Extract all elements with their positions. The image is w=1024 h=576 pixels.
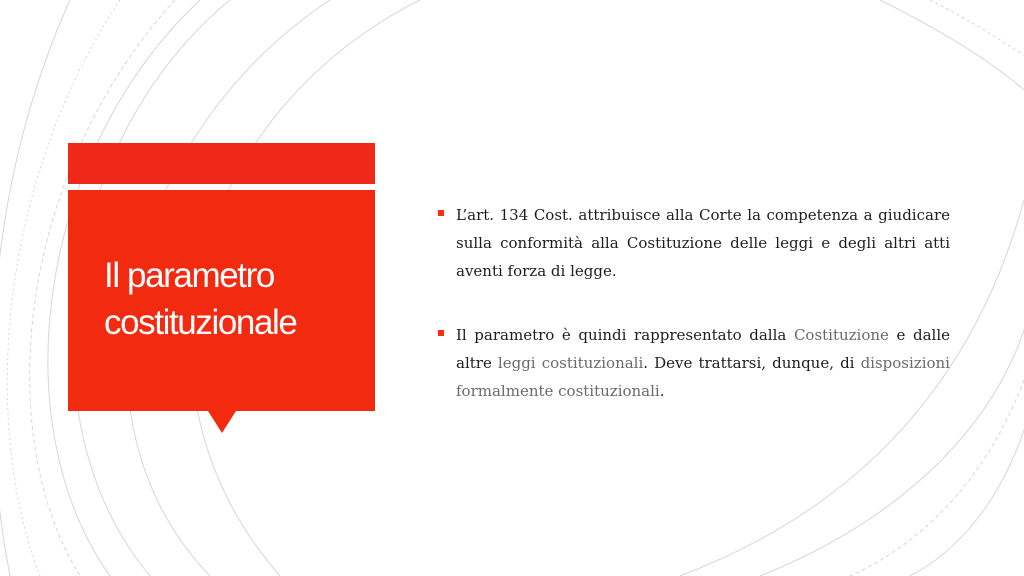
bullet-list [436, 201, 950, 441]
title-accent-band [68, 143, 375, 184]
bullet-2-segment: . [659, 382, 665, 400]
square-bullet-icon [438, 330, 444, 336]
slide-title-line-1: Il parametro [104, 256, 274, 295]
bullet-2-segment: Il parametro è quindi rappresentato dalla [456, 326, 794, 344]
title-pointer-triangle [208, 411, 236, 433]
bullet-item-1 [436, 201, 950, 285]
bullet-2-text [456, 326, 950, 400]
square-bullet-icon [438, 210, 444, 216]
bullet-2-segment: e dalle altre [456, 326, 950, 372]
slide-title [104, 252, 369, 346]
highlight-costituzione: Costituzione [793, 326, 889, 344]
bullet-1-text: L’art. 134 Cost. attribuisce alla Corte la competenza a giudicare sulla conformità alla Costituzione delle leggi e degli altri atti aventi forza di legge. [456, 206, 950, 280]
highlight-disposizioni: disposizioni formalmente costituzionali [456, 354, 950, 400]
bullet-2-segment: . Deve trattarsi, dunque, di [643, 354, 861, 372]
slide-title-line-2: costituzionale [104, 303, 297, 342]
bullet-item-2 [436, 321, 950, 405]
highlight-leggi-costituzionali: leggi costituzionali [497, 354, 644, 372]
